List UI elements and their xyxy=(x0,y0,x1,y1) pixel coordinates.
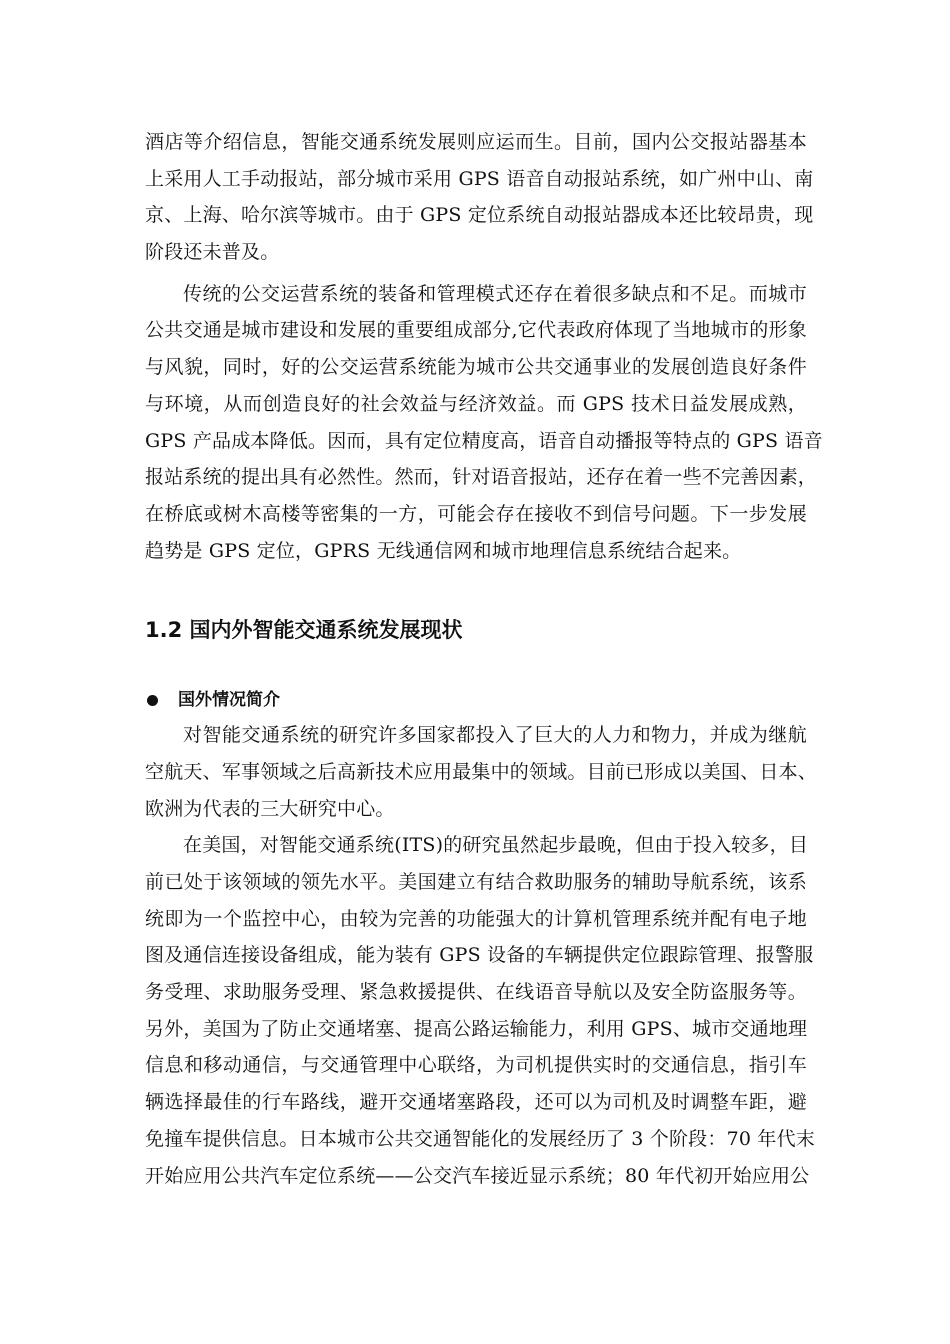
text-line: 阶段还未普及。 xyxy=(145,241,280,264)
text-line: 务受理、求助服务受理、紧急救援提供、在线语音导航以及安全防盗服务等。 xyxy=(145,981,807,1004)
text-line: 与环境，从而创造良好的社会效益与经济效益。而 GPS 技术日益发展成熟， xyxy=(145,392,807,415)
text-line: 报站系统的提出具有必然性。然而，针对语音报站，还存在着一些不完善因素， xyxy=(145,466,818,489)
text-line: 在美国，对智能交通系统(ITS)的研究虽然起步最晚，但由于投入较多，目 xyxy=(183,834,809,857)
text-line: 免撞车提供信息。日本城市公共交通智能化的发展经历了 3 个阶段：70 年代末 xyxy=(145,1127,815,1150)
text-line: 另外，美国为了防止交通堵塞、提高公路运输能力，利用 GPS、城市交通地理 xyxy=(145,1017,808,1040)
text-line: 对智能交通系统的研究许多国家都投入了巨大的人力和物力，并成为继航 xyxy=(183,724,807,747)
document-body xyxy=(145,124,823,1194)
text-line: 信息和移动通信，与交通管理中心联络，为司机提供实时的交通信息，指引车 xyxy=(145,1054,807,1077)
section-heading: 1.2 国内外智能交通系统发展现状 xyxy=(145,618,463,643)
paragraph-4 xyxy=(145,827,815,1194)
text-line: 传统的公交运营系统的装备和管理模式还存在着很多缺点和不足。而城市 xyxy=(183,282,807,305)
text-line: 空航天、军事领域之后高新技术应用最集中的领域。目前已形成以美国、日本、 xyxy=(145,760,818,783)
bullet-dot-icon xyxy=(147,695,158,706)
bullet-label: 国外情况简介 xyxy=(178,690,280,711)
text-line: 开始应用公共汽车定位系统——公交汽车接近显示系统；80 年代初开始应用公 xyxy=(145,1164,810,1187)
text-line: 前已处于该领域的领先水平。美国建立有结合救助服务的辅助导航系统，该系 xyxy=(145,871,807,893)
paragraph-2 xyxy=(145,276,823,570)
text-line: 酒店等介绍信息，智能交通系统发展则应运而生。目前，国内公交报站器基本 xyxy=(145,131,807,153)
text-line: 趋势是 GPS 定位，GPRS 无线通信网和城市地理信息系统结合起来。 xyxy=(145,539,742,562)
text-line: 在桥底或树木高楼等密集的一方，可能会存在接收不到信号问题。下一步发展 xyxy=(145,502,807,525)
paragraph-3 xyxy=(145,717,818,827)
text-line: 统即为一个监控中心，由较为完善的功能强大的计算机管理系统并配有电子地 xyxy=(145,907,807,930)
text-line: GPS 产品成本降低。因而，具有定位精度高，语音自动播报等特点的 GPS 语音 xyxy=(145,429,823,452)
text-line: 欧洲为代表的三大研究中心。 xyxy=(145,797,395,820)
text-line: 公共交通是城市建设和发展的重要组成部分,它代表政府体现了当地城市的形象 xyxy=(145,319,807,342)
text-line: 辆选择最佳的行车路线，避开交通堵塞路段，还可以为司机及时调整车距，避 xyxy=(145,1091,807,1114)
bullet-item xyxy=(145,683,807,717)
text-line: 上采用人工手动报站，部分城市采用 GPS 语音自动报站系统，如广州中山、南 xyxy=(145,167,814,190)
paragraph-1 xyxy=(145,124,814,271)
text-line: 图及通信连接设备组成，能为装有 GPS 设备的车辆提供定位跟踪管理、报警服 xyxy=(145,944,814,967)
text-line: 与风貌，同时，好的公交运营系统能为城市公共交通事业的发展创造良好条件 xyxy=(145,356,807,379)
text-line: 京、上海、哈尔滨等城市。由于 GPS 定位系统自动报站器成本还比较昂贵，现 xyxy=(145,204,814,227)
